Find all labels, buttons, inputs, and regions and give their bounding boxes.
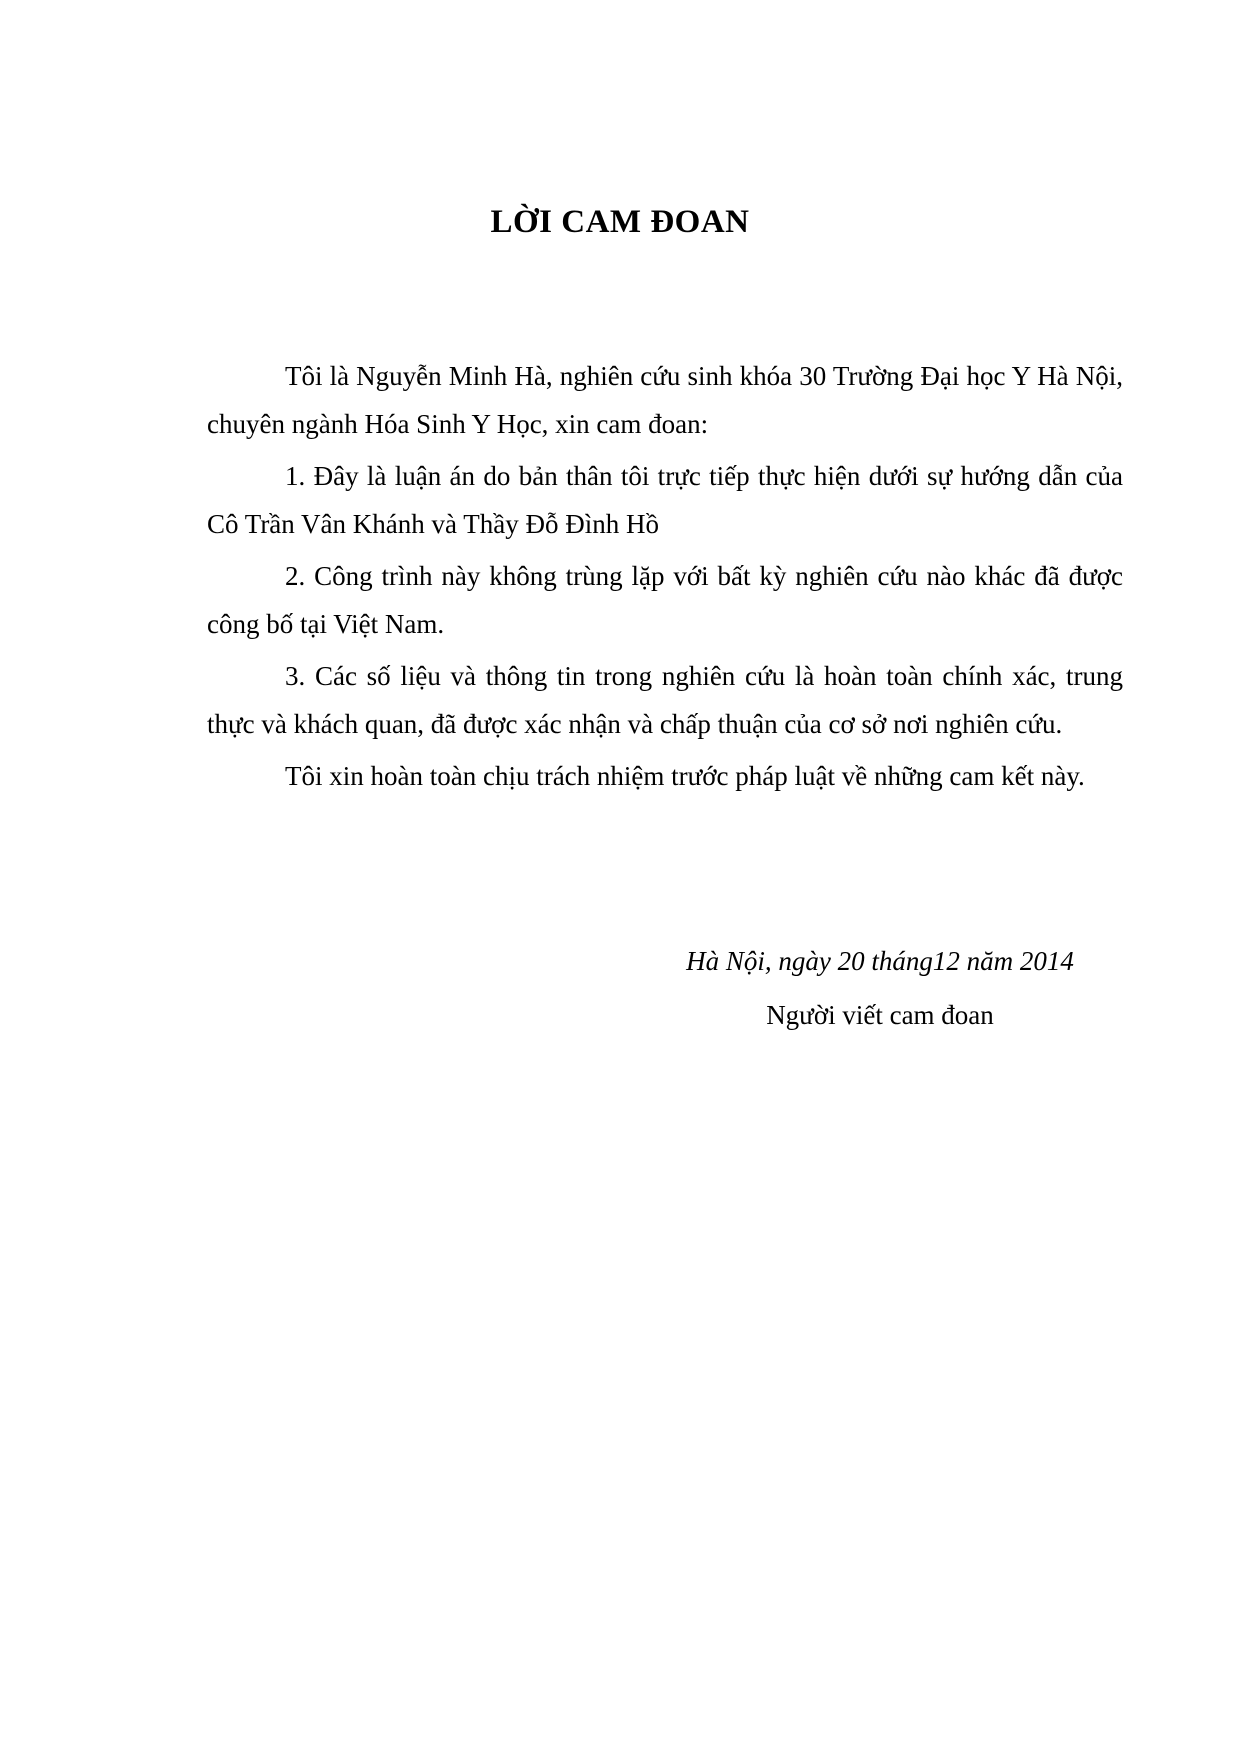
signature-date: Hà Nội, ngày 20 tháng12 năm 2014 bbox=[686, 946, 1074, 976]
declaration-item-1: 1. Đây là luận án do bản thân tôi trực tiếp thực hiện dưới sự hướng dẫn của Cô Trần Vân Khánh và Thầy Đỗ Đình Hồ bbox=[207, 461, 1123, 539]
intro-paragraph: Tôi là Nguyễn Minh Hà, nghiên cứu sinh khóa 30 Trường Đại học Y Hà Nội, chuyên ngành Hóa Sinh Y Học, xin cam đoan: bbox=[207, 361, 1123, 439]
closing-paragraph: Tôi xin hoàn toàn chịu trách nhiệm trước pháp luật về những cam kết này. bbox=[285, 761, 1085, 791]
page-title: LỜI CAM ĐOAN bbox=[490, 204, 750, 240]
declaration-item-2: 2. Công trình này không trùng lặp với bất kỳ nghiên cứu nào khác đã được công bố tại Việt Nam. bbox=[207, 561, 1123, 639]
signature-block bbox=[600, 934, 1160, 1042]
signature-signer: Người viết cam đoan bbox=[766, 1000, 994, 1030]
declaration-body bbox=[207, 352, 1123, 804]
declaration-item-3: 3. Các số liệu và thông tin trong nghiên cứu là hoàn toàn chính xác, trung thực và khách quan, đã được xác nhận và chấp thuận của cơ sở nơi nghiên cứu. bbox=[207, 661, 1123, 739]
